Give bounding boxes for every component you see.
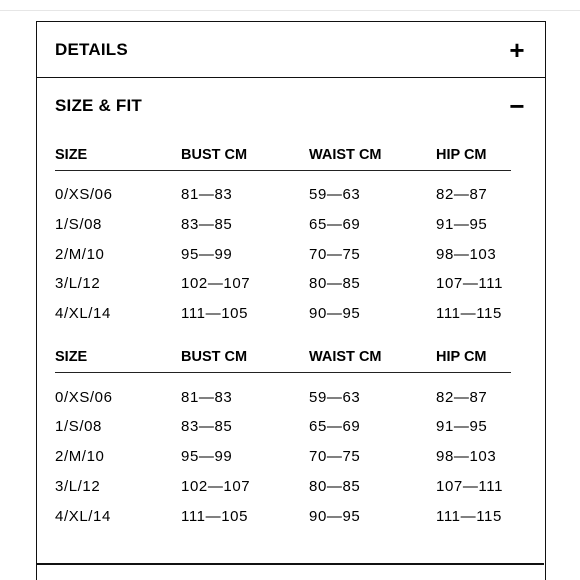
cell-hip: 107—111 bbox=[436, 477, 504, 495]
cell-bust: 102—107 bbox=[181, 275, 251, 293]
column-header-waist: WAIST CM bbox=[309, 342, 436, 372]
cell-hip: 98—103 bbox=[436, 245, 497, 263]
cell-bust: 83—85 bbox=[181, 216, 233, 234]
size-chart-table-1 bbox=[55, 140, 511, 328]
cell-bust: 81—83 bbox=[181, 186, 233, 204]
cell-waist: 80—85 bbox=[309, 477, 361, 495]
column-header-waist: WAIST CM bbox=[309, 140, 436, 170]
minus-icon[interactable]: − bbox=[509, 91, 525, 121]
cell-size: 0/XS/06 bbox=[55, 388, 113, 406]
cell-bust: 111—105 bbox=[181, 305, 249, 323]
cell-bust: 83—85 bbox=[181, 418, 233, 436]
accordion-size-fit-title: SIZE & FIT bbox=[55, 96, 142, 115]
column-header-size: SIZE bbox=[55, 342, 181, 372]
table-row bbox=[55, 239, 511, 269]
table-spacer bbox=[55, 372, 511, 382]
cell-waist: 59—63 bbox=[309, 388, 361, 406]
top-divider bbox=[0, 10, 580, 11]
cell-waist: 70—75 bbox=[309, 448, 361, 466]
accordion-details-header[interactable] bbox=[37, 22, 545, 78]
cell-hip: 91—95 bbox=[436, 216, 488, 234]
accordion-details-title: DETAILS bbox=[55, 39, 128, 59]
cell-bust: 95—99 bbox=[181, 448, 233, 466]
cell-size: 1/S/08 bbox=[55, 418, 102, 436]
accordion-size-fit-header[interactable] bbox=[37, 78, 545, 134]
cell-hip: 98—103 bbox=[436, 448, 497, 466]
size-chart-table-2 bbox=[55, 342, 511, 530]
table-row bbox=[55, 180, 511, 210]
table-row bbox=[55, 269, 511, 299]
table-header-row bbox=[55, 342, 511, 372]
table-spacer bbox=[55, 170, 511, 180]
cell-waist: 80—85 bbox=[309, 275, 361, 293]
column-header-bust: BUST CM bbox=[181, 342, 309, 372]
cell-bust: 102—107 bbox=[181, 477, 251, 495]
cell-hip: 111—115 bbox=[436, 507, 502, 525]
column-header-bust: BUST CM bbox=[181, 140, 309, 170]
table-row bbox=[55, 472, 511, 502]
column-header-hip: HIP CM bbox=[436, 140, 511, 170]
cell-hip: 82—87 bbox=[436, 186, 488, 204]
cell-size: 4/XL/14 bbox=[55, 507, 111, 525]
cell-size: 3/L/12 bbox=[55, 275, 101, 293]
table-row bbox=[55, 210, 511, 240]
table-gap bbox=[55, 328, 509, 342]
size-fit-content bbox=[37, 134, 545, 531]
cell-size: 1/S/08 bbox=[55, 216, 102, 234]
cell-size: 3/L/12 bbox=[55, 477, 101, 495]
cell-size: 2/M/10 bbox=[55, 245, 105, 263]
column-header-hip: HIP CM bbox=[436, 342, 511, 372]
cell-bust: 95—99 bbox=[181, 245, 233, 263]
table-row bbox=[55, 299, 511, 329]
product-info-panel bbox=[36, 21, 546, 580]
cell-waist: 59—63 bbox=[309, 186, 361, 204]
cell-size: 4/XL/14 bbox=[55, 305, 111, 323]
cell-waist: 65—69 bbox=[309, 418, 361, 436]
cell-size: 2/M/10 bbox=[55, 448, 105, 466]
cell-bust: 81—83 bbox=[181, 388, 233, 406]
cell-waist: 90—95 bbox=[309, 507, 361, 525]
cell-hip: 82—87 bbox=[436, 388, 488, 406]
cell-hip: 107—111 bbox=[436, 275, 504, 293]
plus-icon[interactable]: + bbox=[509, 34, 525, 65]
cell-hip: 111—115 bbox=[436, 305, 502, 323]
table-row bbox=[55, 442, 511, 472]
table-header-row bbox=[55, 140, 511, 170]
cell-waist: 70—75 bbox=[309, 245, 361, 263]
table-row bbox=[55, 382, 511, 412]
table-row bbox=[55, 412, 511, 442]
table-row bbox=[55, 501, 511, 531]
column-header-size: SIZE bbox=[55, 140, 181, 170]
cell-waist: 90—95 bbox=[309, 305, 361, 323]
cell-bust: 111—105 bbox=[181, 507, 249, 525]
cell-waist: 65—69 bbox=[309, 216, 361, 234]
next-section-divider bbox=[37, 563, 544, 565]
cell-size: 0/XS/06 bbox=[55, 186, 113, 204]
cell-hip: 91—95 bbox=[436, 418, 488, 436]
